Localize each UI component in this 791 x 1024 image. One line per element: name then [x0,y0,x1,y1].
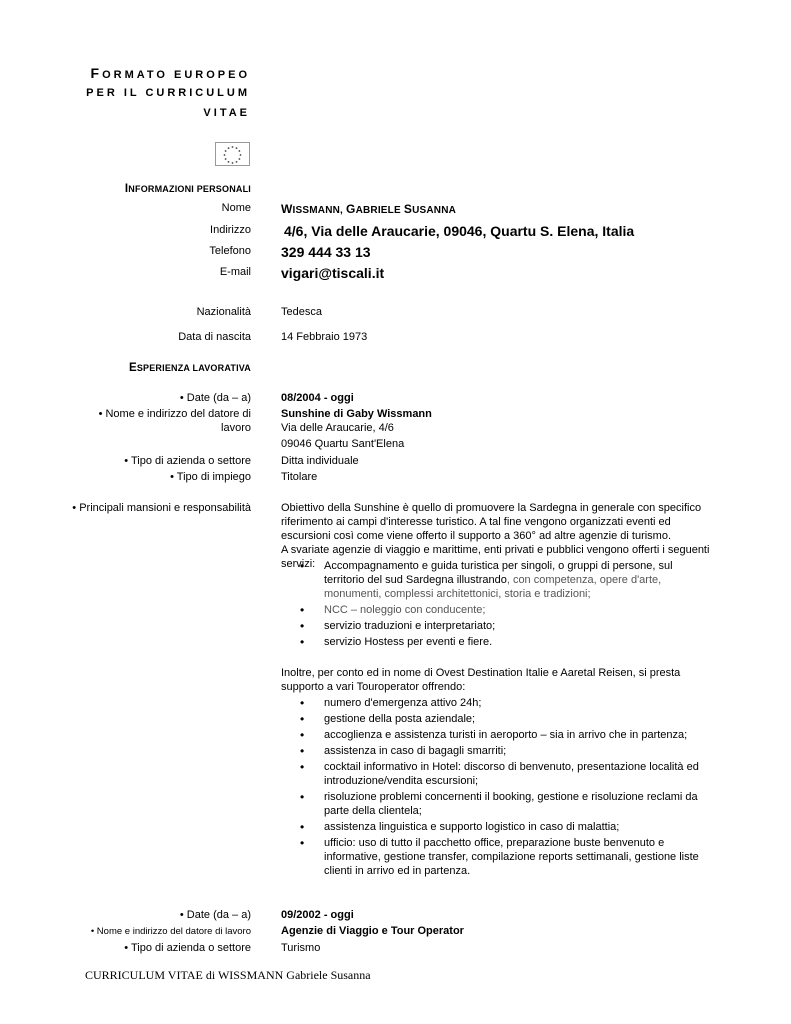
label-telefono: Telefono [209,245,251,257]
label-nome: Nome [221,202,251,214]
label-date: • Date (da – a) [179,392,251,404]
label-data-nascita: Data di nascita [178,331,251,343]
list-item: • accoglienza e assistenza turisti in aeroporto – sia in arrivo che in partenza; [281,728,711,742]
job1-address-line2: 09046 Quartu Sant'Elena [281,438,405,450]
list-item: • cocktail informativo in Hotel: discorso di benvenuto, presentazione località ed introduzione/vendita escursioni; [281,760,711,788]
person-name: WISSMANN, GABRIELE SUSANNA [281,202,457,216]
label-date-job2: • Date (da – a) [179,909,251,921]
job1-services-list [281,559,711,651]
job1-tour-services-list [281,696,711,880]
label-indirizzo: Indirizzo [210,224,251,236]
list-item: • servizio Hostess per eventi e fiere. [281,635,711,649]
list-item: • risoluzione problemi concernenti il booking, gestione e risoluzione reclami da parte della clientela; [281,790,711,818]
cv-header-line2: PER IL CURRICULUM [86,87,250,99]
label-tipo-azienda-job2: • Tipo di azienda o settore [124,942,251,954]
job2-settore: Turismo [281,942,321,954]
list-item: • NCC – noleggio con conducente; [281,603,711,617]
job1-settore: Ditta individuale [281,455,359,467]
job1-address-line1: Via delle Araucarie, 4/6 [281,422,394,434]
label-email: E-mail [219,266,251,278]
cv-header-line3: VITAE [203,107,250,119]
job1-description: Obiettivo della Sunshine è quello di promuovere la Sardegna in generale con specifico riferimento ai campi d'interesse turistico. A tal fine vengono organizzati eventi ed escursioni così come viene offerto il supporto a 360° ad altre agenzie di turismo. A svariate agenzie di viaggio e marittime, enti privati e pubblici vengono offerti i seguenti servizi: [281,502,710,570]
nationality-value: Tedesca [281,306,322,318]
page-footer: CURRICULUM VITAE di WISSMANN Gabriele Susanna [85,968,371,982]
section-title-experience: ESPERIENZA LAVORATIVA [128,362,251,374]
list-item: • numero d'emergenza attivo 24h; [281,696,711,710]
job1-description-tour: Inoltre, per conto ed in nome di Ovest Destination Italie e Aaretal Reisen, si presta supporto a vari Touroperator offrendo: [281,667,681,693]
cv-header-line1: FORMATO EUROPEO [90,65,250,81]
list-item: • servizio traduzioni e interpretariato; [281,619,711,633]
label-mansioni: • Principali mansioni e responsabilità [72,502,251,514]
label-datore: • Nome e indirizzo del datore di lavoro [98,408,251,434]
address-value: 4/6, Via delle Araucarie, 09046, Quartu S. Elena, Italia [284,223,635,239]
job2-employer: Agenzie di Viaggio e Tour Operator [281,925,464,937]
list-item: • Accompagnamento e guida turistica per singoli, o gruppi di persone, sul territorio del sud Sardegna illustrando, con competenza, opere d'arte, monumenti, complessi architettonici, storia e tradizioni; [281,559,711,601]
job1-date: 08/2004 - oggi [281,392,354,404]
list-item: • gestione della posta aziendale; [281,712,711,726]
list-item: • ufficio: uso di tutto il pacchetto office, preparazione buste benvenuto e informative, gestione transfer, compilazione reports settimanali, gestione liste clienti in arrivo ed in partenza. [281,836,711,878]
phone-value: 329 444 33 13 [281,244,371,260]
job2-date: 09/2002 - oggi [281,909,354,921]
job1-employer: Sunshine di Gaby Wissmann [281,408,432,420]
label-tipo-azienda: • Tipo di azienda o settore [124,455,251,467]
birthdate-value: 14 Febbraio 1973 [281,331,368,343]
list-item: • assistenza in caso di bagagli smarriti; [281,744,711,758]
list-item: • assistenza linguistica e supporto logistico in caso di malattia; [281,820,711,834]
label-tipo-impiego: • Tipo di impiego [170,471,251,483]
label-nazionalita: Nazionalità [196,306,251,318]
label-datore-job2: • Nome e indirizzo del datore di lavoro [90,926,251,937]
section-title-personal: INFORMAZIONI PERSONALI [124,183,251,195]
email-value: vigari@tiscali.it [281,265,385,281]
eu-flag-icon [215,142,250,166]
job1-impiego: Titolare [281,471,318,483]
